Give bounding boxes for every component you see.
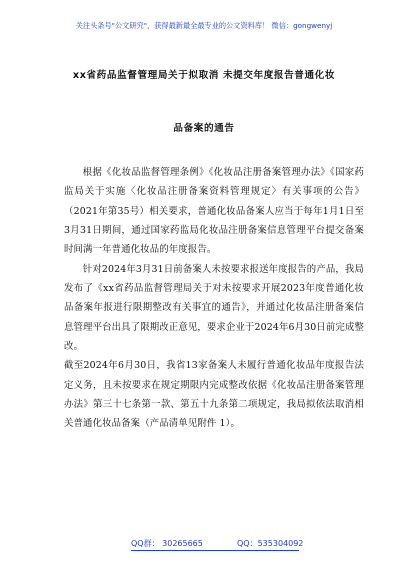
document-body <box>64 163 364 434</box>
footer-underline <box>131 550 299 551</box>
body-paragraph-1: 根据《化妆品监督管理条例》《化妆品注册备案管理办法》《国家药监局关于实施〈化妆品注册备案资料管理规定〉有关事项的公告》（2021年第35号）相关要求，普通化妆品备案人应当于每年1月1日至3月31日期间，通过国家药监局化妆品注册备案信息管理平台提交备案时间满一年普通化妆品的年度报告。 <box>64 167 364 256</box>
document-title-line-2: 品备案的通告 <box>173 123 235 134</box>
header-promo-note: 关注头条号"公文研究"，获得最新最全最专业的公文资料库！ 微信：gongwenyj <box>75 21 333 30</box>
footer-contact <box>0 538 408 550</box>
footer-qq-number[interactable]: QQ：535304092 <box>237 539 304 548</box>
body-paragraph-3: 截至2024年6月30日，我省13家备案人未履行普通化妆品年度报告法定义务，且未按要求在规定期限内完成整改依据《化妆品注册备案管理办法》第三十七条第一款、第五十九条第二项规定，我局拟依法取消相关普通化妆品备案（产品清单见附件 1）。 <box>64 360 364 430</box>
footer-qq-group[interactable]: QQ群： 30265665 <box>131 539 203 548</box>
body-paragraph-2: 针对2024年3月31日前备案人未按要求报送年度报告的产品，我局发布了《xx省药品监督管理局关于对未按要求开展2023年度普通化妆品备案年报进行限期整改有关事宜的通告》，并通过化妆品注册备案信息管理平台出具了限期改正意见，要求企业于2024年6月30日前完成整改。 <box>64 263 364 353</box>
document-title-line-1: xx省药品监督管理局关于拟取消 未提交年度报告普通化妆 <box>72 70 336 81</box>
